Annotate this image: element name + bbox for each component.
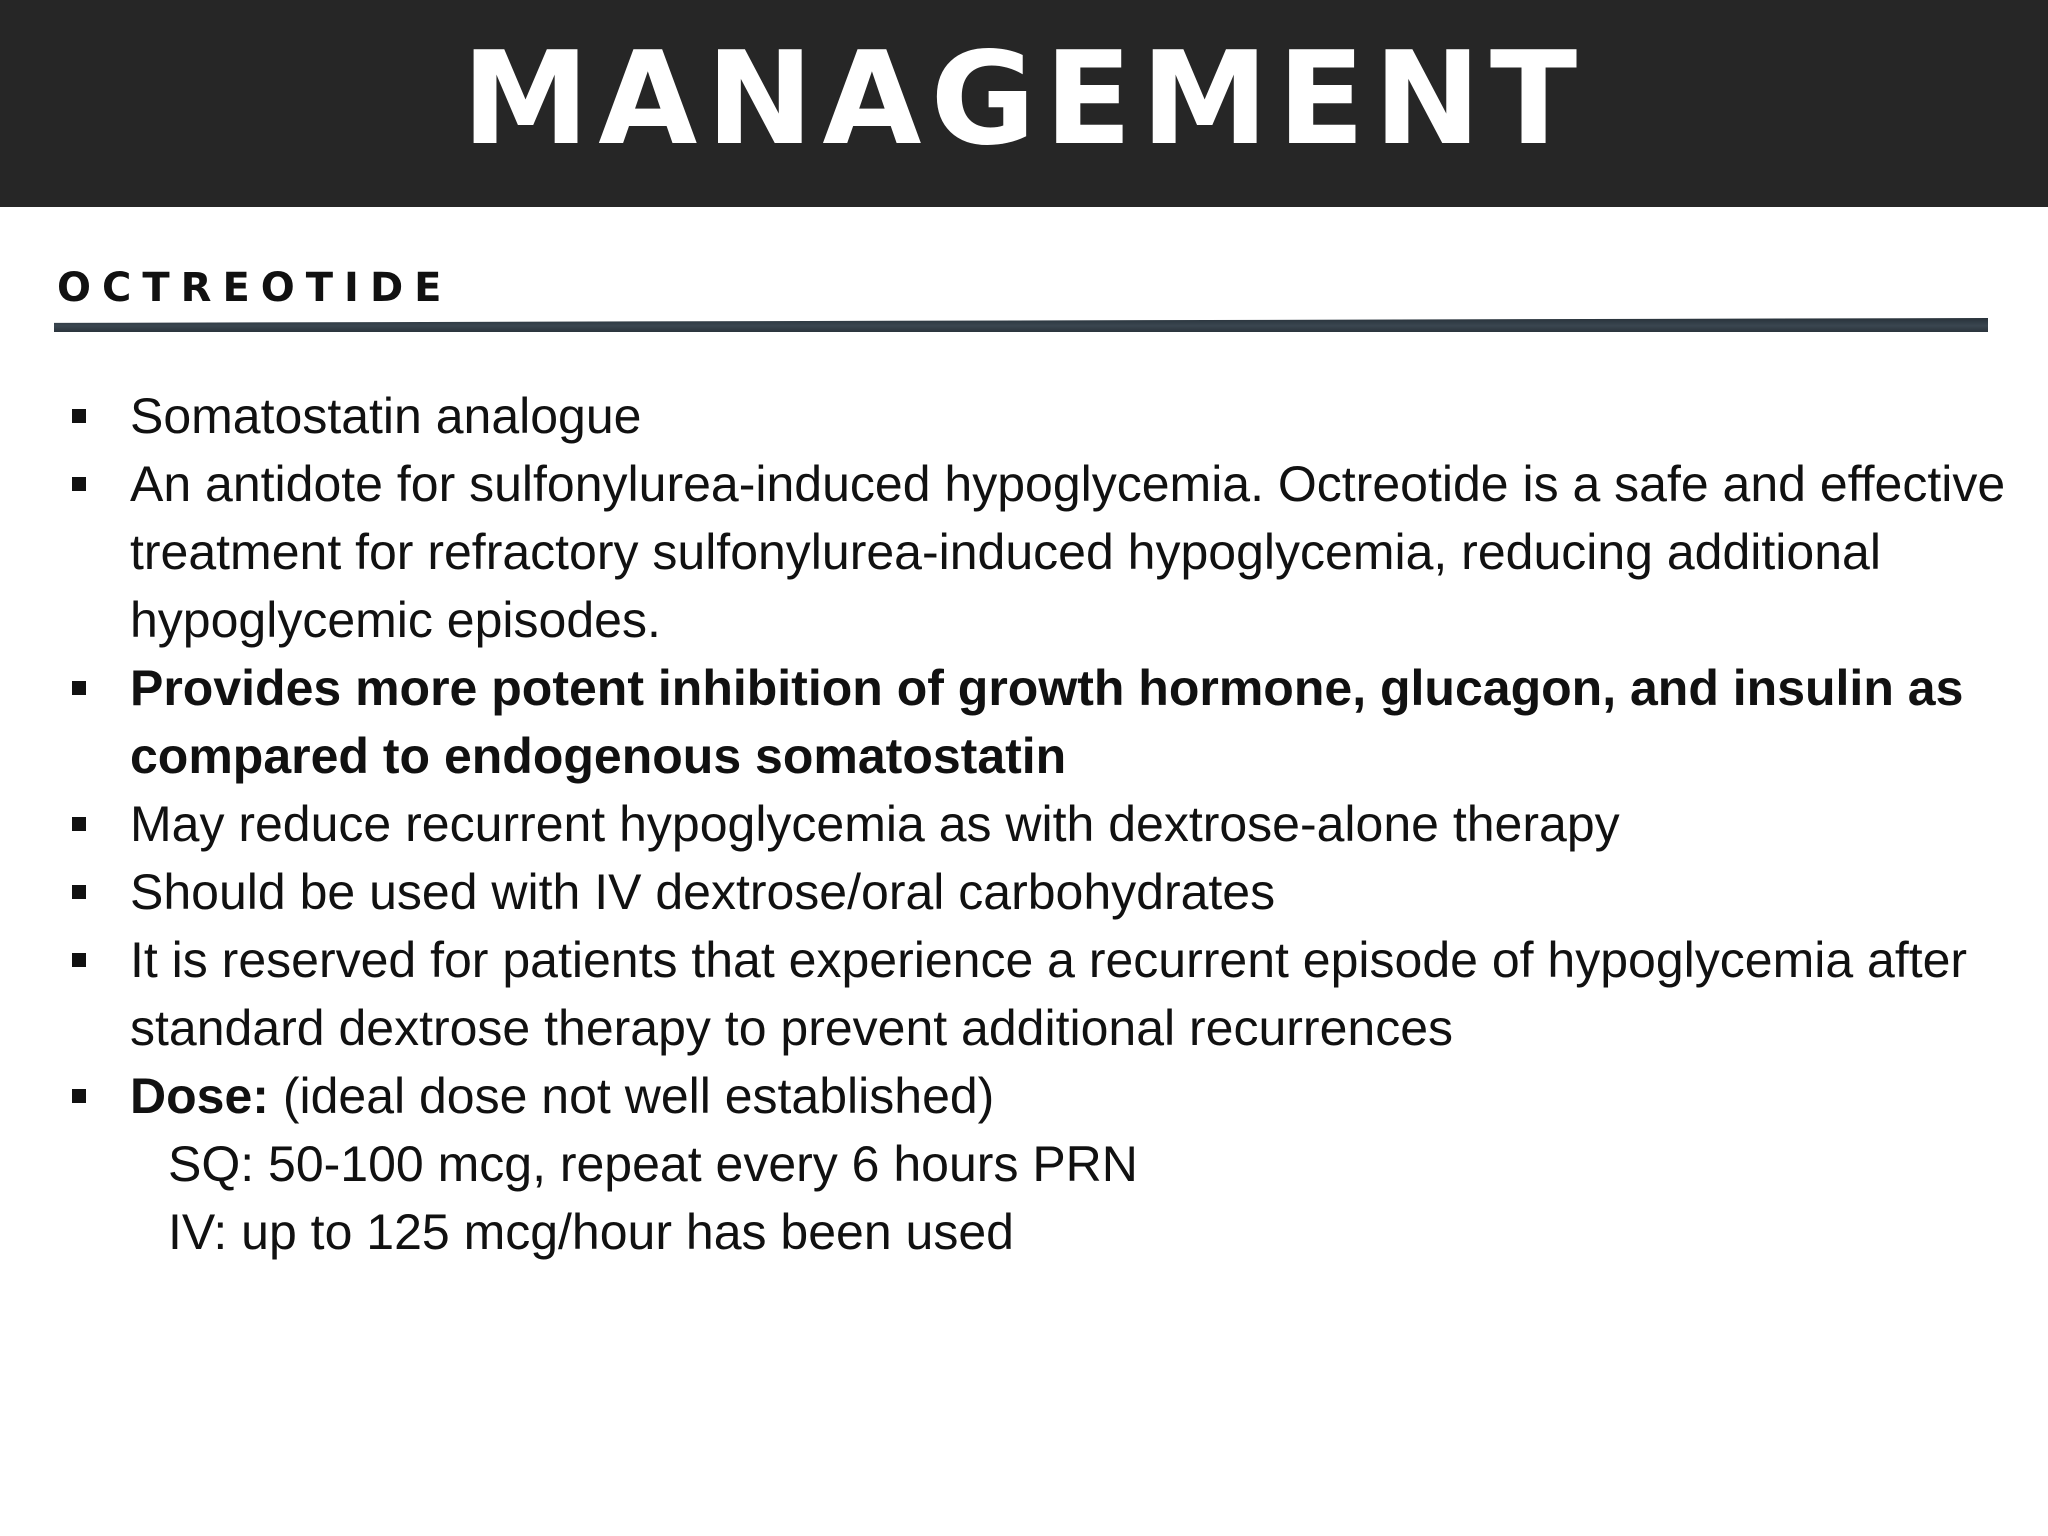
square-bullet-icon — [72, 681, 86, 695]
section-heading: OCTREOTIDE — [57, 265, 453, 311]
bullet-item — [0, 382, 2048, 450]
bullet-text: Provides more potent inhibition of growth hormone, glucagon, and insulin as compared to endogenous somatostatin — [130, 660, 1964, 784]
bullet-item — [0, 858, 2048, 926]
square-bullet-icon — [72, 817, 86, 831]
bullet-text: May reduce recurrent hypoglycemia as with dextrose-alone therapy — [130, 796, 1620, 852]
bullet-text: Should be used with IV dextrose/oral carbohydrates — [130, 864, 1276, 920]
dose-line-sq: SQ: 50-100 mcg, repeat every 6 hours PRN — [168, 1136, 1138, 1192]
square-bullet-icon — [72, 409, 86, 423]
bullet-text: Somatostatin analogue — [130, 388, 642, 444]
bullet-item — [0, 450, 2048, 654]
bullet-item — [0, 654, 2048, 790]
bullet-text: It is reserved for patients that experience a recurrent episode of hypoglycemia after standard dextrose therapy to prevent additional recurrences — [130, 932, 1968, 1056]
title-bar — [0, 0, 2048, 207]
square-bullet-icon — [72, 953, 86, 967]
slide-title: MANAGEMENT — [461, 24, 1587, 174]
bullet-item — [0, 790, 2048, 858]
bullet-list — [0, 382, 2048, 1266]
dose-line-iv: IV: up to 125 mcg/hour has been used — [168, 1204, 1014, 1260]
dose-note: (ideal dose not well established) — [268, 1068, 995, 1124]
dose-bullet — [0, 1062, 2048, 1130]
bullet-item — [0, 926, 2048, 1062]
square-bullet-icon — [72, 885, 86, 899]
dose-label: Dose: — [130, 1068, 269, 1124]
section-divider — [54, 318, 1988, 332]
bullet-text: An antidote for sulfonylurea-induced hypoglycemia. Octreotide is a safe and effective treatment for refractory sulfonylurea-induced hypoglycemia, reducing additional hypoglycemic episodes. — [130, 456, 2006, 648]
square-bullet-icon — [72, 1089, 86, 1103]
square-bullet-icon — [72, 477, 86, 491]
